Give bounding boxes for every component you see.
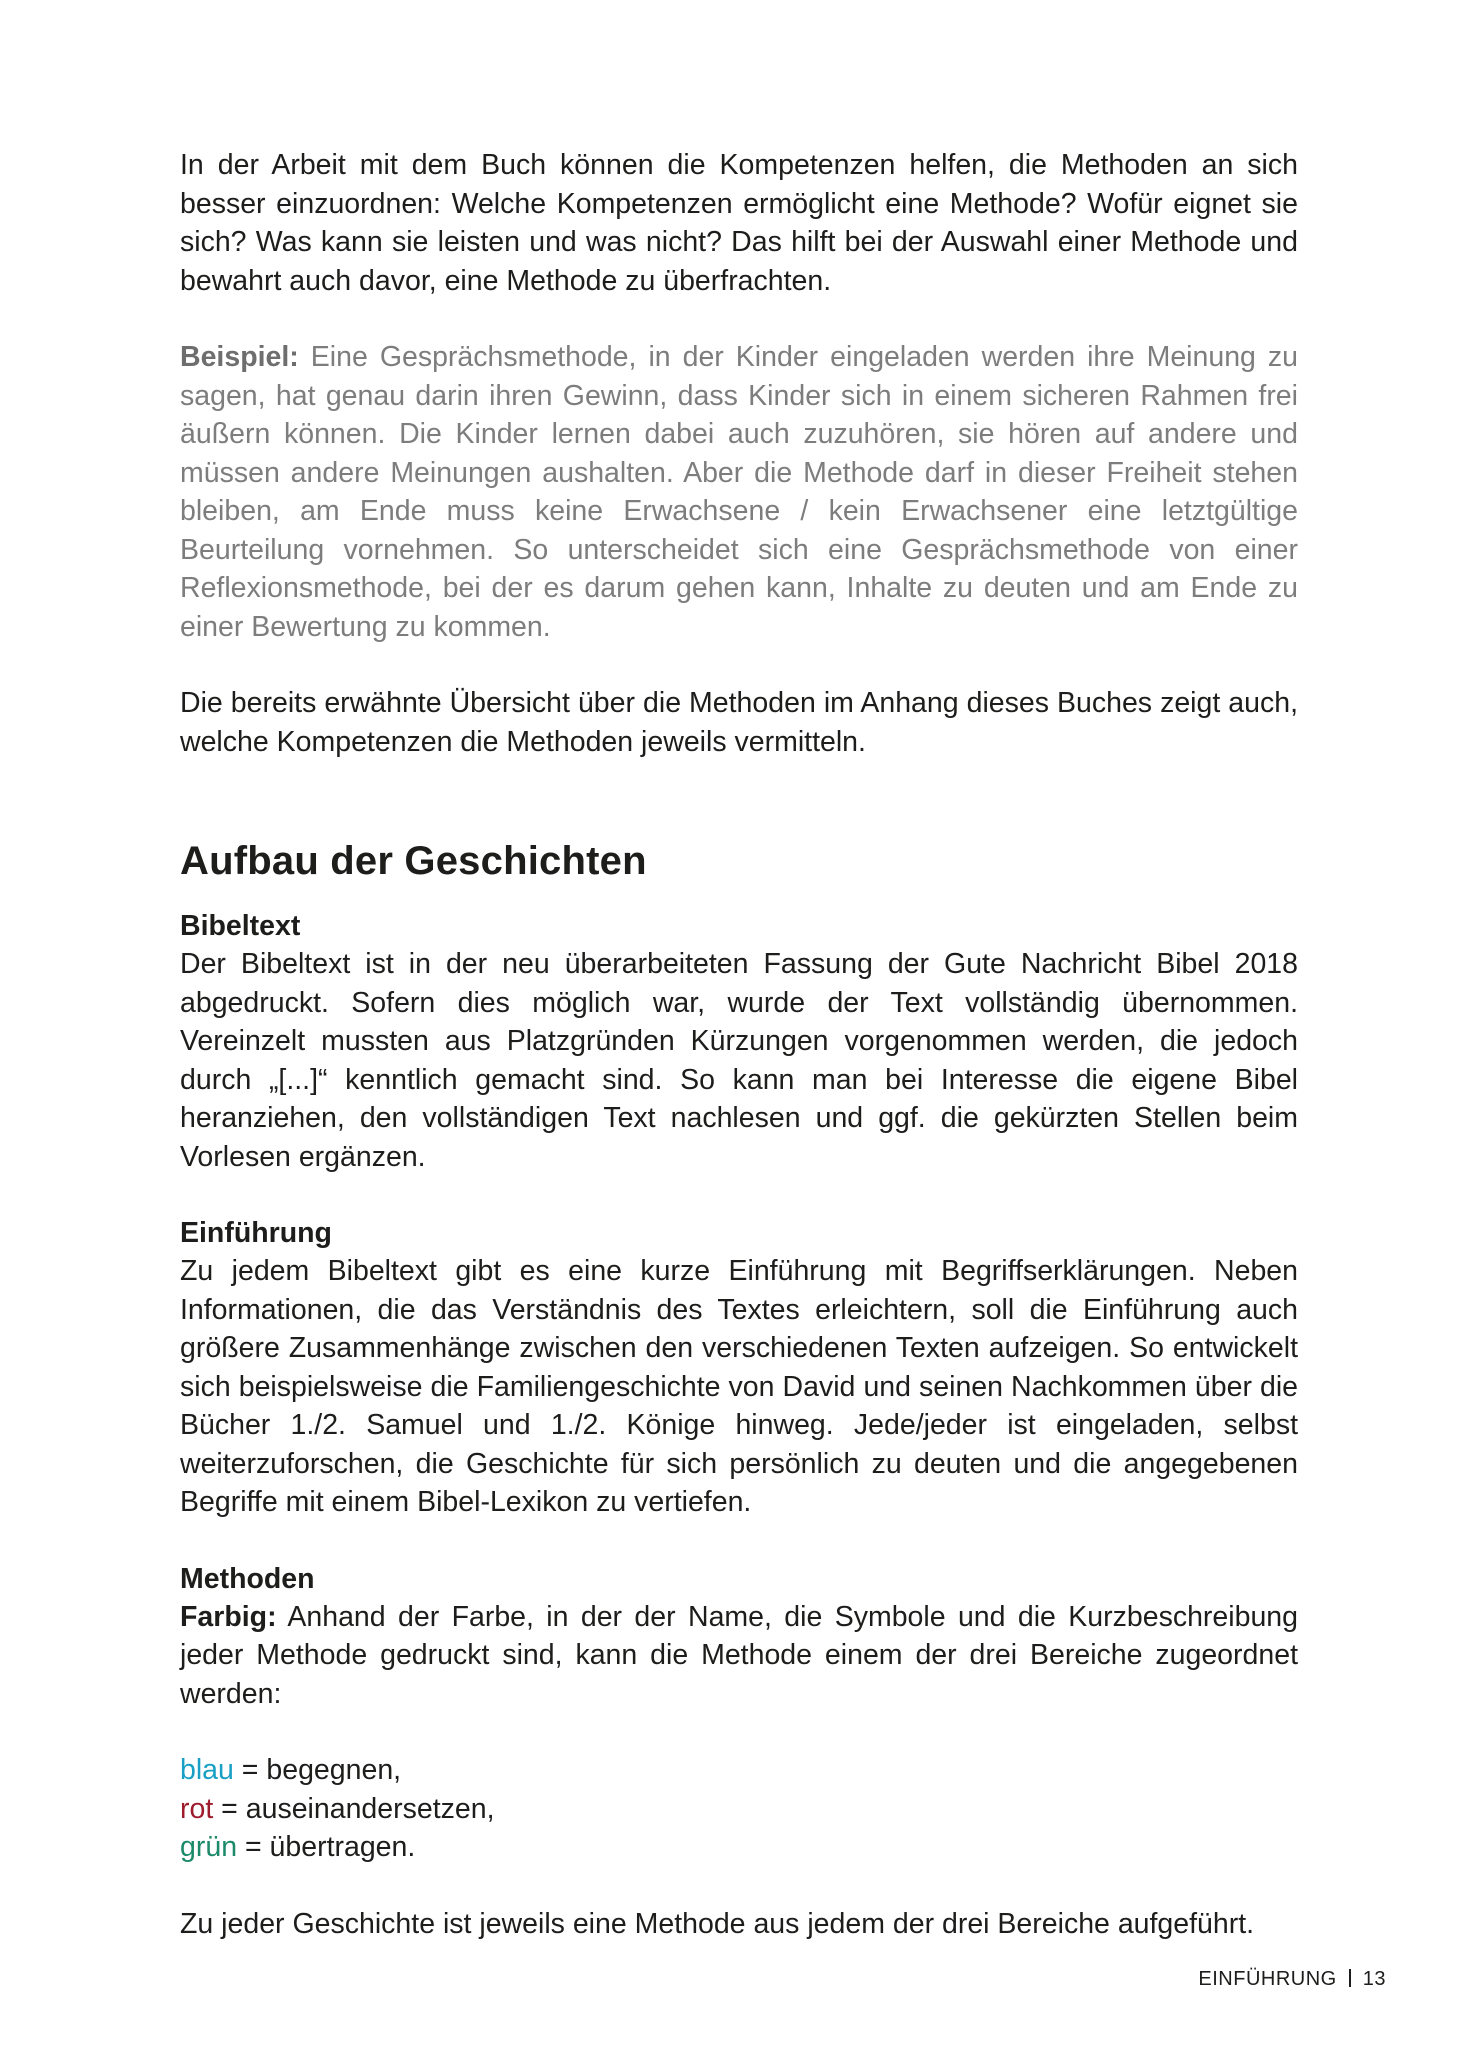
spacer xyxy=(180,1867,1298,1905)
color-word-blau: blau xyxy=(180,1754,234,1786)
spacer xyxy=(180,1713,1298,1751)
farbig-text: Anhand der Farbe, in der der Name, die Symbole und die Kurzbeschreibung jeder Methode gedruckt sind, kann die Methode einem der drei Bereiche zugeordnet werden: xyxy=(180,1600,1298,1710)
einfuehrung-paragraph: Zu jedem Bibeltext gibt es eine kurze Einführung mit Begriffserklärungen. Neben Informationen, die das Verständnis des Textes erleichtern, soll die Einführung auch größere Zusammenhänge zwischen den verschiedenen Texten aufzeigen. So entwickelt sich beispielsweise die Familiengeschichte von David und seinen Nachkommen über die Bücher 1./2. Samuel und 1./2. Könige hinweg. Jede/jeder ist eingeladen, selbst weiterzuforschen, die Geschichte für sich persönlich zu deuten und die angegebenen Begriffe mit einem Bibel-Lexikon zu vertiefen. xyxy=(180,1255,1298,1518)
color-legend-item-rot xyxy=(180,1790,1298,1829)
color-legend-item-gruen xyxy=(180,1828,1298,1867)
spacer xyxy=(180,889,1298,907)
color-legend-item-blau xyxy=(180,1751,1298,1790)
example-text: Eine Gesprächsmethode, in der Kinder eingeladen werden ihre Meinung zu sagen, hat genau darin ihren Gewinn, dass Kinder sich in einem sicheren Rahmen frei äußern können. Die Kinder lernen dabei auch zuzuhören, sie hören auf andere und müssen andere Meinungen aushalten. Aber die Methode darf in dieser Freiheit stehen bleiben, am Ende muss keine Erwachsene / kein Erwachsener eine letztgültige Beurteilung vornehmen. So unterscheidet sich eine Gesprächsmethode von einer Reflexionsmethode, bei der es darum gehen kann, Inhalte zu deuten und am Ende zu einer Bewertung zu kommen. xyxy=(180,341,1298,643)
color-word-rot: rot xyxy=(180,1792,214,1825)
example-label: Beispiel: xyxy=(180,341,299,373)
color-legend-list xyxy=(180,1751,1298,1867)
page-number: 13 xyxy=(1362,1968,1386,1990)
spacer xyxy=(180,646,1298,684)
footer-separator xyxy=(1349,1969,1351,1987)
page-footer xyxy=(1198,1968,1386,1991)
spacer xyxy=(180,1176,1298,1214)
farbig-paragraph xyxy=(180,1598,1298,1714)
overview-paragraph: Die bereits erwähnte Übersicht über die Methoden im Anhang dieses Buches zeigt auch, welche Kompetenzen die Methoden jeweils vermitteln. xyxy=(180,687,1298,758)
page-content xyxy=(180,146,1298,1943)
bibeltext-paragraph: Der Bibeltext ist in der neu überarbeiteten Fassung der Gute Nachricht Bibel 2018 abgedruckt. Sofern dies möglich war, wurde der Text vollständig übernommen. Vereinzelt mussten aus Platzgründen Kürzungen vorgenommen werden, die jedoch durch „[...]“ kenntlich gemacht sind. So kann man bei Interesse die eigene Bibel heranziehen, den vollständigen Text nachlesen und ggf. die gekürzten Stellen beim Vorlesen ergänzen. xyxy=(180,948,1298,1173)
farbig-label: Farbig: xyxy=(180,1600,277,1633)
section-title: Aufbau der Geschichten xyxy=(180,839,647,883)
color-meaning-blau: = begegnen, xyxy=(233,1754,402,1786)
footer-section-label: EINFÜHRUNG xyxy=(1198,1968,1337,1990)
color-word-gruen: grün xyxy=(180,1831,238,1863)
spacer xyxy=(180,300,1298,338)
color-meaning-rot: = auseinandersetzen, xyxy=(213,1792,495,1825)
methoden-heading: Methoden xyxy=(180,1562,315,1595)
spacer xyxy=(180,761,1298,833)
closing-paragraph: Zu jeder Geschichte ist jeweils eine Methode aus jedem der drei Bereiche aufgeführt. xyxy=(180,1907,1255,1940)
intro-paragraph: In der Arbeit mit dem Buch können die Kompetenzen helfen, die Methoden an sich besser einzuordnen: Welche Kompetenzen ermöglicht eine Methode? Wofür eignet sie sich? Was kann sie leisten und was nicht? Das hilft bei der Auswahl einer Methode und bewahrt auch davor, eine Methode zu überfrachten. xyxy=(180,149,1298,297)
einfuehrung-heading: Einführung xyxy=(180,1217,332,1249)
bibeltext-heading: Bibeltext xyxy=(180,910,301,942)
spacer xyxy=(180,1522,1298,1560)
color-meaning-gruen: = übertragen. xyxy=(237,1831,416,1863)
example-paragraph xyxy=(180,338,1298,646)
